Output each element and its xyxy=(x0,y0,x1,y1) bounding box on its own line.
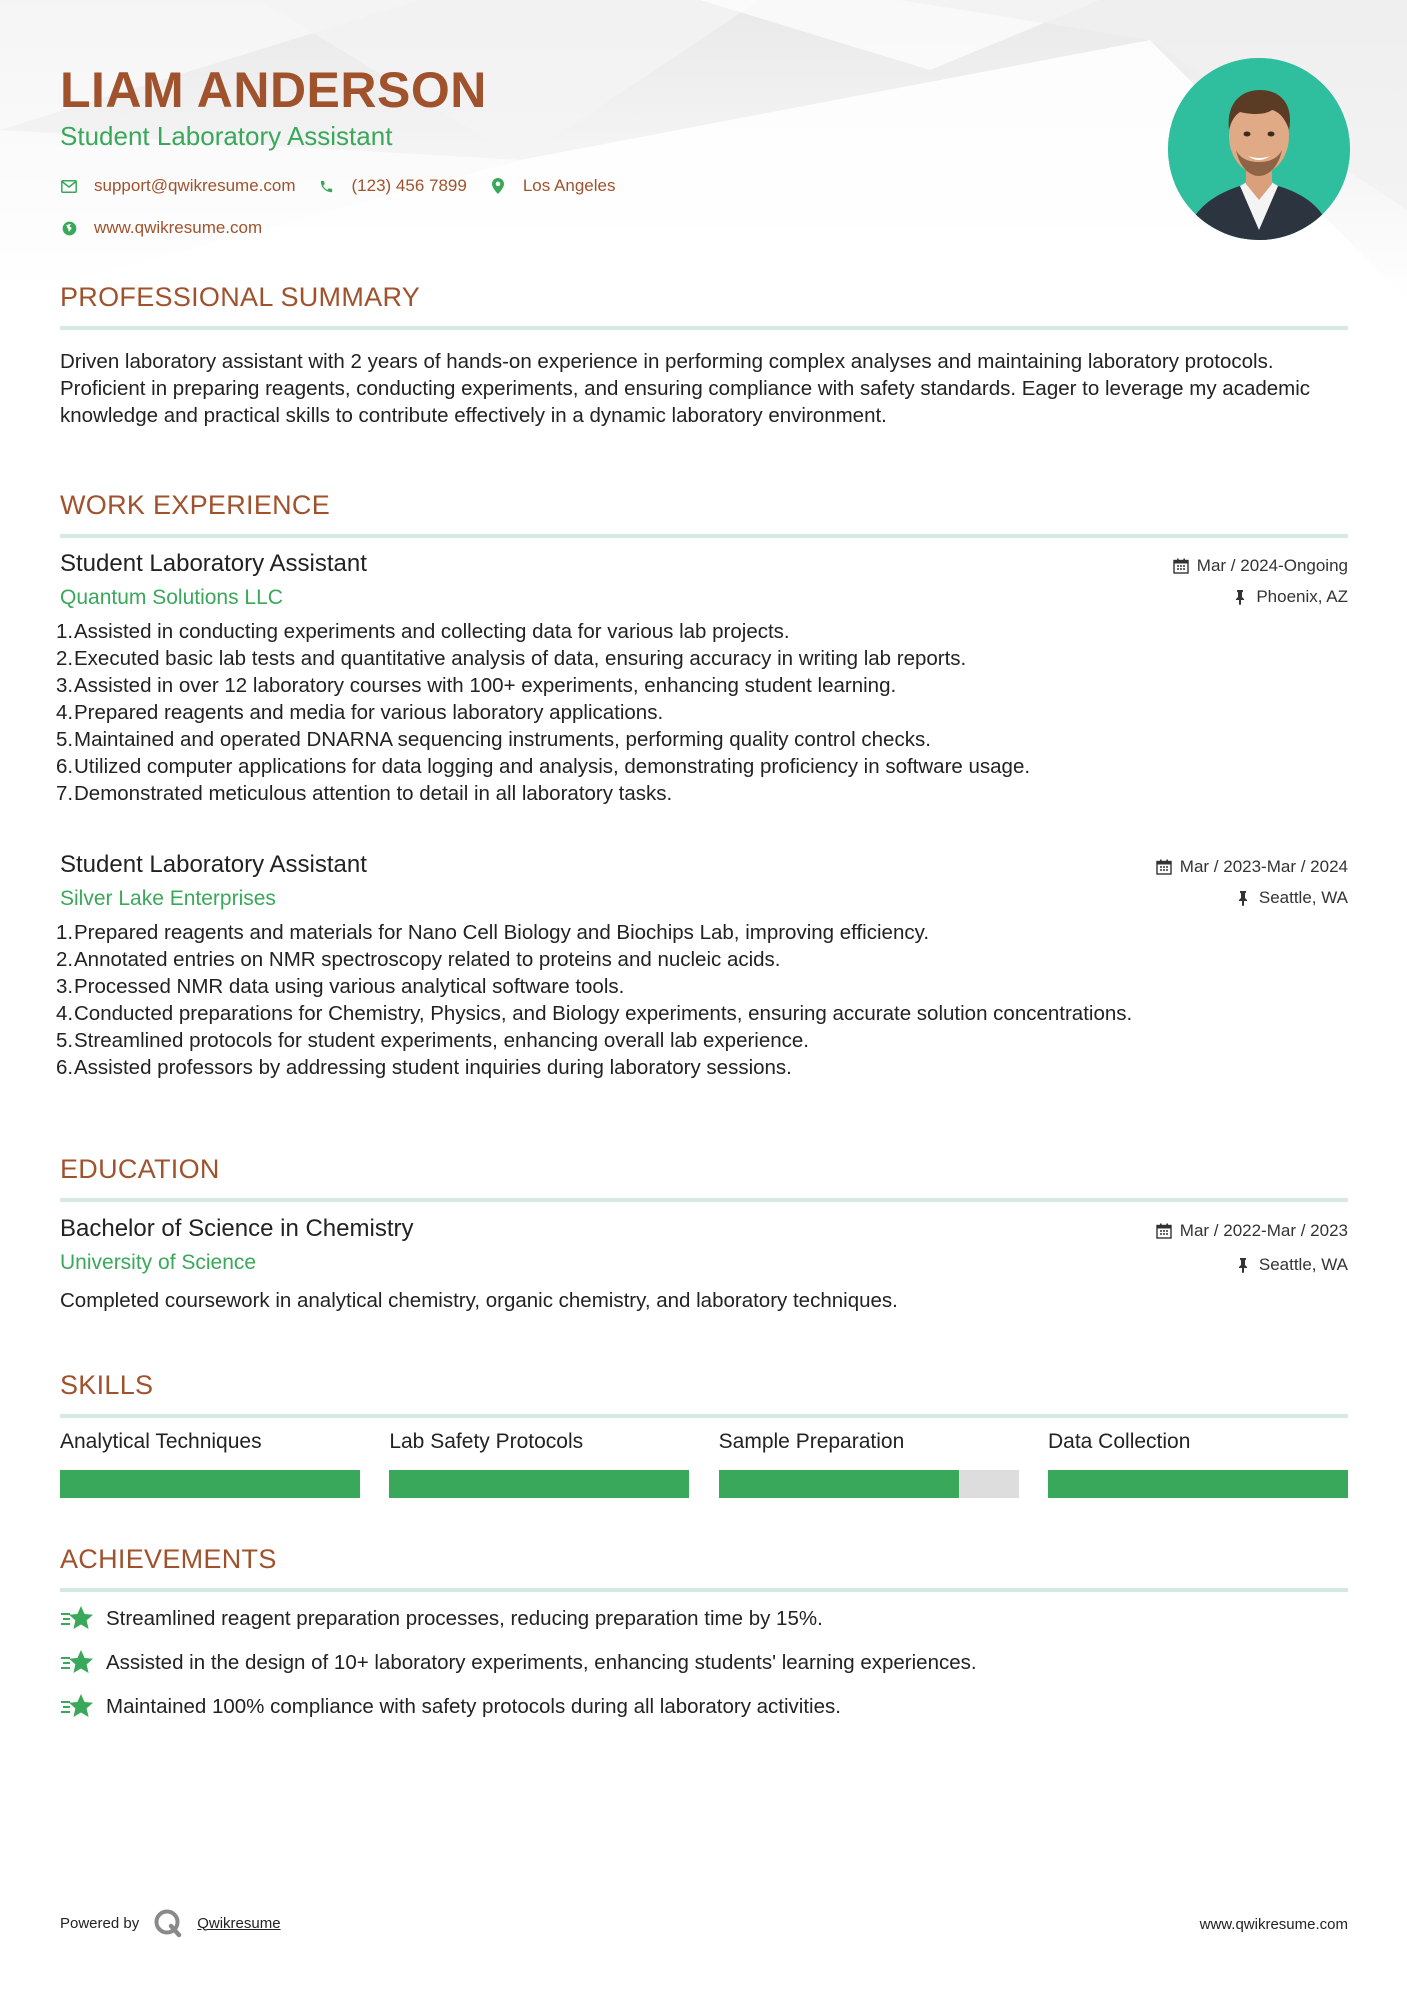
job-location xyxy=(1235,888,1348,908)
brand-link[interactable]: Qwikresume xyxy=(197,1914,281,1932)
skill-bar-fill xyxy=(389,1470,689,1498)
skill-item xyxy=(389,1430,689,1498)
phone-icon xyxy=(318,177,336,195)
list-item: 5. Streamlined protocols for student experiments, enhancing overall lab experience. xyxy=(56,1029,809,1052)
job-title: Student Laboratory Assistant xyxy=(60,550,367,577)
achievement-text: Assisted in the design of 10+ laboratory experiments, enhancing students' learning experiences. xyxy=(106,1651,977,1674)
profile-photo xyxy=(1168,58,1350,240)
job-date xyxy=(1156,857,1348,877)
section-title: WORK EXPERIENCE xyxy=(60,490,331,520)
footer-url[interactable]: www.qwikresume.com xyxy=(1199,1916,1348,1933)
list-item: 3. Processed NMR data using various analytical software tools. xyxy=(56,975,625,998)
job-date xyxy=(1173,556,1348,576)
list-item: 2. Annotated entries on NMR spectroscopy related to proteins and nucleic acids. xyxy=(56,948,781,971)
list-item: 3. Assisted in over 12 laboratory courses with 100+ experiments, enhancing student learning. xyxy=(56,674,897,697)
achievement-text: Streamlined reagent preparation processes, reducing preparation time by 15%. xyxy=(106,1607,823,1630)
qwikresume-logo-icon xyxy=(153,1908,183,1938)
skill-item xyxy=(60,1430,360,1498)
list-item xyxy=(60,1641,1348,1685)
job-date-text: Mar / 2023-Mar / 2024 xyxy=(1179,857,1348,876)
job-bullets xyxy=(56,618,1348,807)
candidate-role: Student Laboratory Assistant xyxy=(60,121,393,151)
location-text: Los Angeles xyxy=(522,176,616,195)
job-company: Silver Lake Enterprises xyxy=(60,887,276,910)
education-date-text: Mar / 2022-Mar / 2023 xyxy=(1179,1221,1348,1240)
achievements-list xyxy=(60,1597,1348,1729)
star-icon xyxy=(60,1648,94,1678)
globe-icon xyxy=(60,219,78,237)
job-date-text: Mar / 2024-Ongoing xyxy=(1196,556,1348,575)
list-item: 4. Prepared reagents and media for various laboratory applications. xyxy=(56,701,664,724)
skills-list xyxy=(60,1430,1348,1498)
phone-text: (123) 456 7899 xyxy=(351,176,467,195)
job-company: Quantum Solutions LLC xyxy=(60,586,283,609)
school-name: University of Science xyxy=(60,1251,257,1274)
contact-email[interactable] xyxy=(60,176,296,196)
degree-title: Bachelor of Science in Chemistry xyxy=(60,1215,414,1242)
skill-item xyxy=(1048,1430,1348,1498)
candidate-name: LIAM ANDERSON xyxy=(60,62,487,118)
footer xyxy=(60,1900,1348,1940)
education-location xyxy=(1235,1255,1348,1275)
list-item xyxy=(60,1685,1348,1729)
pushpin-icon xyxy=(1235,1257,1251,1273)
map-pin-icon xyxy=(489,177,507,195)
contact-phone[interactable] xyxy=(318,176,467,196)
skills-section xyxy=(60,1370,1348,1418)
list-item: 6. Assisted professors by addressing student inquiries during laboratory sessions. xyxy=(56,1056,792,1079)
skill-bar-fill xyxy=(719,1470,959,1498)
skill-item xyxy=(719,1430,1019,1498)
job-bullets xyxy=(56,919,1348,1081)
section-divider xyxy=(60,1198,1348,1202)
education-location-text: Seattle, WA xyxy=(1258,1255,1348,1274)
skill-name: Sample Preparation xyxy=(718,1430,905,1453)
skill-name: Lab Safety Protocols xyxy=(389,1430,584,1453)
professional-summary-section xyxy=(60,282,1348,429)
list-item: 1. Assisted in conducting experiments and collecting data for various lab projects. xyxy=(56,620,790,643)
list-item: 5. Maintained and operated DNARNA sequencing instruments, performing quality control checks. xyxy=(56,728,931,751)
education-entry xyxy=(60,1215,1348,1314)
skill-bar xyxy=(1048,1470,1348,1498)
job-location-text: Phoenix, AZ xyxy=(1256,587,1348,606)
skill-bar xyxy=(719,1470,1019,1498)
calendar-icon xyxy=(1156,1223,1172,1239)
list-item xyxy=(60,1597,1348,1641)
skill-bar xyxy=(60,1470,360,1498)
powered-by xyxy=(60,1908,281,1938)
achievements-section xyxy=(60,1544,1348,1592)
skill-bar xyxy=(389,1470,689,1498)
resume-header xyxy=(60,60,1160,258)
contact-info xyxy=(60,174,1160,240)
job-entry xyxy=(56,550,1348,807)
job-entry xyxy=(56,851,1348,1081)
star-icon xyxy=(60,1604,94,1634)
calendar-icon xyxy=(1173,558,1189,574)
section-divider xyxy=(60,326,1348,330)
skill-name: Data Collection xyxy=(1047,1430,1191,1453)
pushpin-icon xyxy=(1232,589,1248,605)
section-title: EDUCATION xyxy=(60,1154,220,1184)
calendar-icon xyxy=(1156,859,1172,875)
skill-bar-fill xyxy=(1048,1470,1348,1498)
achievement-text: Maintained 100% compliance with safety protocols during all laboratory activities. xyxy=(106,1695,841,1718)
list-item: 6. Utilized computer applications for data logging and analysis, demonstrating proficiency in software usage. xyxy=(56,755,1031,778)
section-title: ACHIEVEMENTS xyxy=(60,1544,277,1574)
summary-text: Driven laboratory assistant with 2 years of hands-on experience in performing complex analyses and maintaining laboratory protocols. Proficient in preparing reagents, conducting experiments, and ensuring compliance with safety standards. Eager to leverage my academic knowledge and practical skills to contribute effectively in a dynamic laboratory environment. xyxy=(60,350,1311,427)
star-icon xyxy=(60,1692,94,1722)
contact-location xyxy=(489,176,616,196)
section-title: PROFESSIONAL SUMMARY xyxy=(60,282,421,312)
pushpin-icon xyxy=(1235,890,1251,906)
job-location xyxy=(1232,587,1348,607)
job-location-text: Seattle, WA xyxy=(1258,888,1348,907)
section-divider xyxy=(60,534,1348,538)
envelope-icon xyxy=(60,177,78,195)
list-item: 2. Executed basic lab tests and quantitative analysis of data, ensuring accuracy in writing lab reports. xyxy=(56,647,967,670)
work-experience-section xyxy=(60,490,1348,538)
email-text: support@qwikresume.com xyxy=(94,176,296,195)
education-description: Completed coursework in analytical chemistry, organic chemistry, and laboratory techniques. xyxy=(60,1289,898,1312)
section-title: SKILLS xyxy=(60,1370,154,1400)
section-divider xyxy=(60,1414,1348,1418)
job-title: Student Laboratory Assistant xyxy=(60,851,367,878)
list-item: 1. Prepared reagents and materials for Nano Cell Biology and Biochips Lab, improving efficiency. xyxy=(56,921,930,944)
contact-website[interactable] xyxy=(60,218,262,238)
skill-bar-fill xyxy=(60,1470,360,1498)
education-section xyxy=(60,1154,1348,1202)
website-text: www.qwikresume.com xyxy=(94,218,263,237)
section-divider xyxy=(60,1588,1348,1592)
list-item: 4. Conducted preparations for Chemistry, Physics, and Biology experiments, ensuring accurate solution concentrations. xyxy=(56,1002,1133,1025)
skill-name: Analytical Techniques xyxy=(60,1430,262,1453)
powered-by-label: Powered by xyxy=(60,1914,140,1932)
education-date xyxy=(1156,1221,1348,1241)
list-item: 7. Demonstrated meticulous attention to detail in all laboratory tasks. xyxy=(56,782,673,805)
